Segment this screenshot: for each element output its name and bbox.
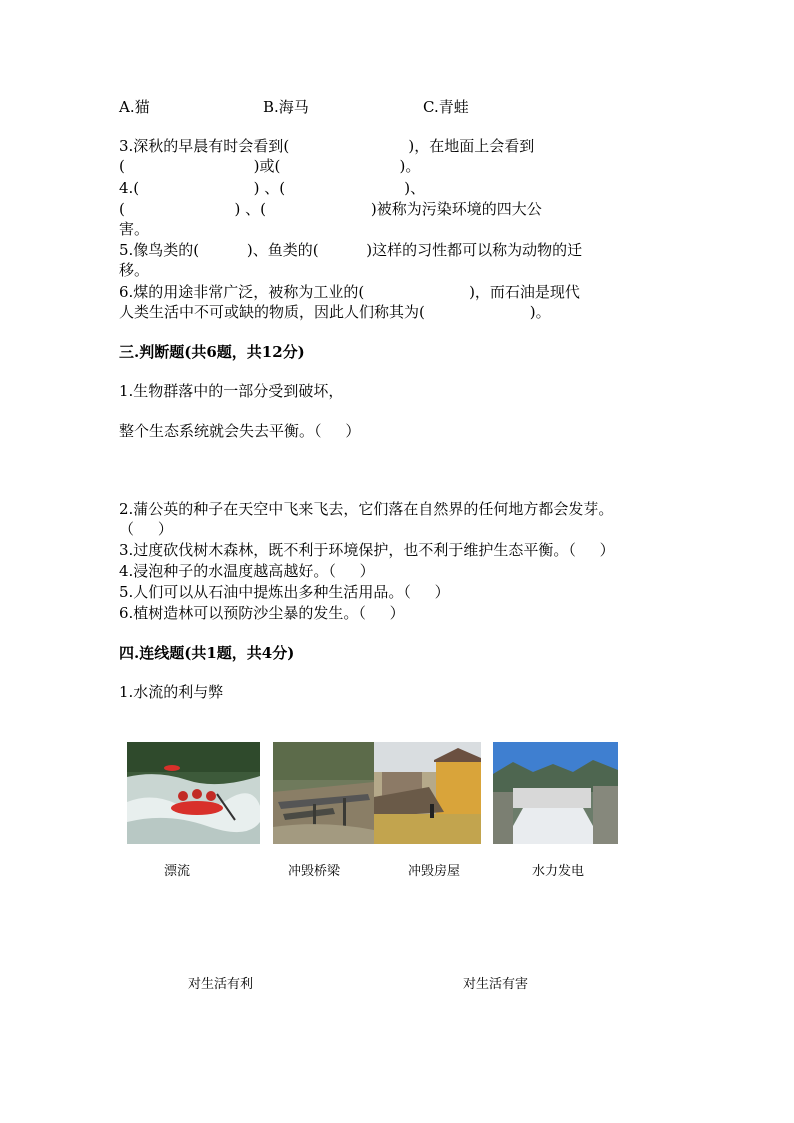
bridge-photo xyxy=(273,742,374,844)
q5-line1: 5.像鸟类的( )、鱼类的( )这样的习性都可以称为动物的迁 xyxy=(119,241,583,259)
s3-q1-line1: 1.生物群落中的一部分受到破坏， xyxy=(119,382,344,400)
q4-line3: 害。 xyxy=(119,220,150,238)
caption-hydropower: 水力发电 xyxy=(532,864,585,879)
section4-title: 四.连线题(共1题，共4分) xyxy=(119,644,295,662)
s3-q1-line2: 整个生态系统就会失去平衡。（ ） xyxy=(119,422,361,440)
option-a: A.猫 xyxy=(119,98,150,116)
q4-line2: ( ) 、( )被称为污染环境的四大公 xyxy=(119,200,542,218)
q6-line1: 6.煤的用途非常广泛，被称为工业的( )，而石油是现代 xyxy=(119,283,580,301)
s3-q6: 6.植树造林可以预防沙尘暴的发生。（ ） xyxy=(119,604,405,622)
category-harmful: 对生活有害 xyxy=(463,977,529,992)
caption-rafting: 漂流 xyxy=(164,864,191,879)
caption-house: 冲毁房屋 xyxy=(408,864,461,879)
s3-q2-line2: （ ） xyxy=(119,520,173,538)
rafting-photo xyxy=(127,742,260,844)
house-photo xyxy=(374,742,481,844)
s3-q5: 5.人们可以从石油中提炼出多种生活用品。（ ） xyxy=(119,583,450,601)
s4-q1: 1.水流的利与弊 xyxy=(119,683,224,701)
q3-line2: ( )或( )。 xyxy=(119,157,421,175)
q3-line1: 3.深秋的早晨有时会看到( )，在地面上会看到 xyxy=(119,137,535,155)
category-beneficial: 对生活有利 xyxy=(188,977,254,992)
s3-q4: 4.浸泡种子的水温度越高越好。（ ） xyxy=(119,562,375,580)
caption-bridge: 冲毁桥梁 xyxy=(288,864,341,879)
s3-q3: 3.过度砍伐树木森林，既不利于环境保护，也不利于维护生态平衡。（ ） xyxy=(119,541,615,559)
s3-q2-line1: 2.蒲公英的种子在天空中飞来飞去，它们落在自然界的任何地方都会发芽。 xyxy=(119,500,614,518)
option-c: C.青蛙 xyxy=(423,98,469,116)
hydropower-photo xyxy=(493,742,618,844)
q5-line2: 移。 xyxy=(119,261,150,279)
q6-line2: 人类生活中不可或缺的物质，因此人们称其为( )。 xyxy=(119,303,551,321)
section3-title: 三.判断题(共6题，共12分) xyxy=(119,343,305,361)
q4-line1: 4.( ) 、( )、 xyxy=(119,179,426,197)
option-b: B.海马 xyxy=(263,98,309,116)
